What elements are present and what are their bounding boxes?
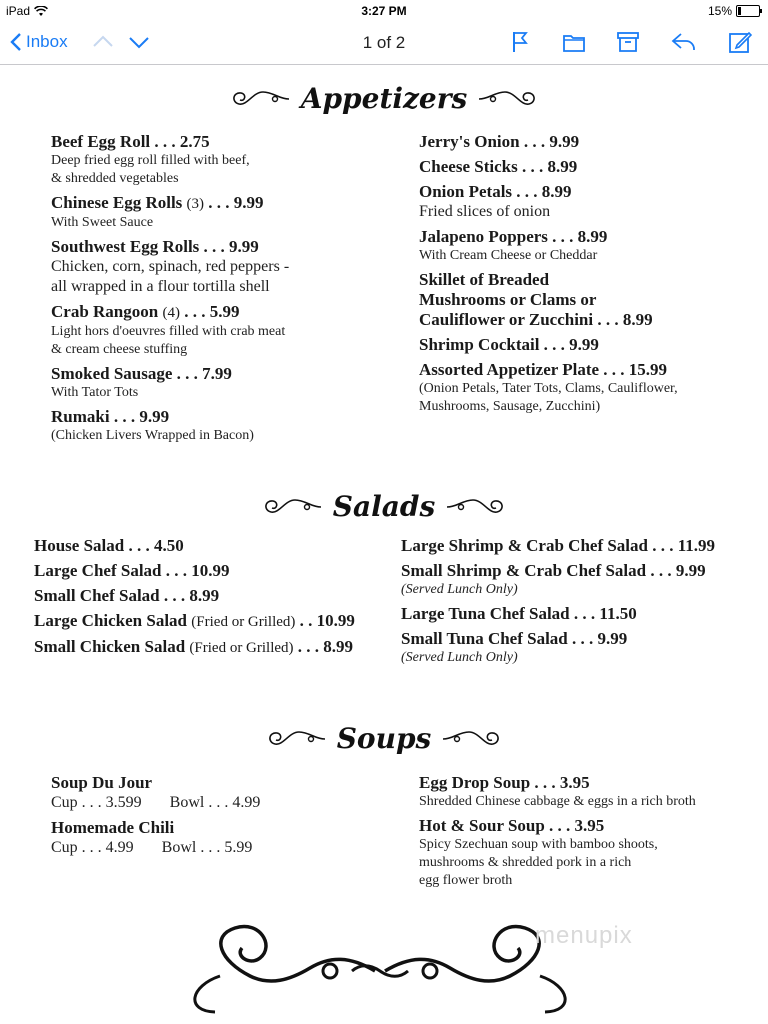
menu-item: Skillet of Breaded Mushrooms or Clams or Cauliflower or Zucchini . . . 8.99 bbox=[419, 270, 653, 329]
menu-item: Homemade Chili Cup . . . 4.99 Bowl . . . 5.99 bbox=[51, 818, 253, 856]
soups-left-column bbox=[51, 773, 391, 863]
mail-toolbar bbox=[0, 22, 768, 65]
battery-percent: 15% bbox=[707, 4, 732, 18]
flourish-right-icon bbox=[443, 492, 507, 522]
flourish-left-icon bbox=[265, 724, 329, 754]
clock: 3:27 PM bbox=[361, 4, 407, 18]
soups-title: Soups bbox=[336, 722, 432, 755]
compose-icon[interactable] bbox=[728, 30, 752, 54]
flourish-left-icon bbox=[229, 84, 293, 114]
menu-item: Smoked Sausage . . . 7.99 With Tator Tots bbox=[51, 364, 232, 400]
appetizers-heading bbox=[0, 82, 768, 119]
menu-item: Hot & Sour Soup . . . 3.95 Spicy Szechuan soup with bamboo shoots, mushrooms & shredded pork in a rich egg flower broth bbox=[419, 816, 658, 888]
salads-left-column bbox=[34, 536, 394, 663]
menu-item: Egg Drop Soup . . . 3.95 Shredded Chinese cabbage & eggs in a rich broth bbox=[419, 773, 696, 809]
menu-item: Large Chef Salad . . . 10.99 bbox=[34, 561, 230, 580]
menu-item: Rumaki . . . 9.99 (Chicken Livers Wrapped in Bacon) bbox=[51, 407, 254, 443]
appetizers-left-column bbox=[51, 132, 391, 450]
menu-item: Chinese Egg Rolls (3) . . . 9.99 With Sweet Sauce bbox=[51, 193, 264, 230]
appetizers-title: Appetizers bbox=[300, 82, 468, 115]
ornament-flourish-icon bbox=[180, 916, 580, 1016]
archive-icon[interactable] bbox=[616, 30, 640, 54]
menu-item: Onion Petals . . . 8.99 Fried slices of onion bbox=[419, 182, 572, 220]
menu-item: Small Shrimp & Crab Chef Salad . . . 9.99 (Served Lunch Only) bbox=[401, 561, 706, 597]
salads-title: Salads bbox=[332, 490, 436, 523]
menu-item: Shrimp Cocktail . . . 9.99 bbox=[419, 335, 599, 354]
menu-item: Beef Egg Roll . . . 2.75 Deep fried egg roll filled with beef, & shredded vegetables bbox=[51, 132, 250, 186]
menu-item: Large Tuna Chef Salad . . . 11.50 bbox=[401, 604, 637, 623]
battery-icon bbox=[736, 5, 760, 17]
message-pager: 1 of 2 bbox=[362, 33, 406, 52]
menu-item: Crab Rangoon (4) . . . 5.99 Light hors d'oeuvres filled with crab meat & cream cheese stuffing bbox=[51, 302, 286, 357]
folder-icon[interactable] bbox=[562, 30, 586, 54]
menu-item: Jerry's Onion . . . 9.99 bbox=[419, 132, 580, 151]
flourish-left-icon bbox=[261, 492, 325, 522]
appetizers-right-column bbox=[419, 132, 749, 421]
menupix-watermark: menupix bbox=[535, 922, 633, 949]
device-name: iPad bbox=[6, 4, 31, 18]
menu-item: Small Chef Salad . . . 8.99 bbox=[34, 586, 220, 605]
menu-item: Jalapeno Poppers . . . 8.99 With Cream Cheese or Cheddar bbox=[419, 227, 608, 263]
menu-item: Large Chicken Salad (Fried or Grilled) . . 10.99 bbox=[34, 611, 355, 630]
menu-item: Assorted Appetizer Plate . . . 15.99 (Onion Petals, Tater Tots, Clams, Cauliflower, Mushrooms, Sausage, Zucchini) bbox=[419, 360, 678, 414]
menu-item: Southwest Egg Rolls . . . 9.99 Chicken, corn, spinach, red peppers - all wrapped in a flour tortilla shell bbox=[51, 237, 290, 295]
soups-heading bbox=[0, 722, 768, 759]
menu-item: House Salad . . . 4.50 bbox=[34, 536, 184, 555]
menu-item: Soup Du Jour Cup . . . 3.599 Bowl . . . 4.99 bbox=[51, 773, 261, 811]
salads-heading bbox=[0, 490, 768, 527]
flag-icon[interactable] bbox=[510, 30, 532, 54]
menu-page bbox=[0, 64, 768, 1024]
flourish-right-icon bbox=[439, 724, 503, 754]
status-bar bbox=[0, 0, 768, 22]
soups-right-column bbox=[419, 773, 759, 895]
flourish-right-icon bbox=[475, 84, 539, 114]
reply-icon[interactable] bbox=[670, 30, 698, 54]
menu-item: Small Tuna Chef Salad . . . 9.99 (Served Lunch Only) bbox=[401, 629, 628, 665]
back-label: Inbox bbox=[26, 32, 68, 51]
menu-item: Large Shrimp & Crab Chef Salad . . . 11.99 bbox=[401, 536, 716, 555]
menu-item: Small Chicken Salad (Fried or Grilled) . . . 8.99 bbox=[34, 637, 354, 656]
salads-right-column bbox=[401, 536, 761, 672]
menu-item: Cheese Sticks . . . 8.99 bbox=[419, 157, 578, 176]
